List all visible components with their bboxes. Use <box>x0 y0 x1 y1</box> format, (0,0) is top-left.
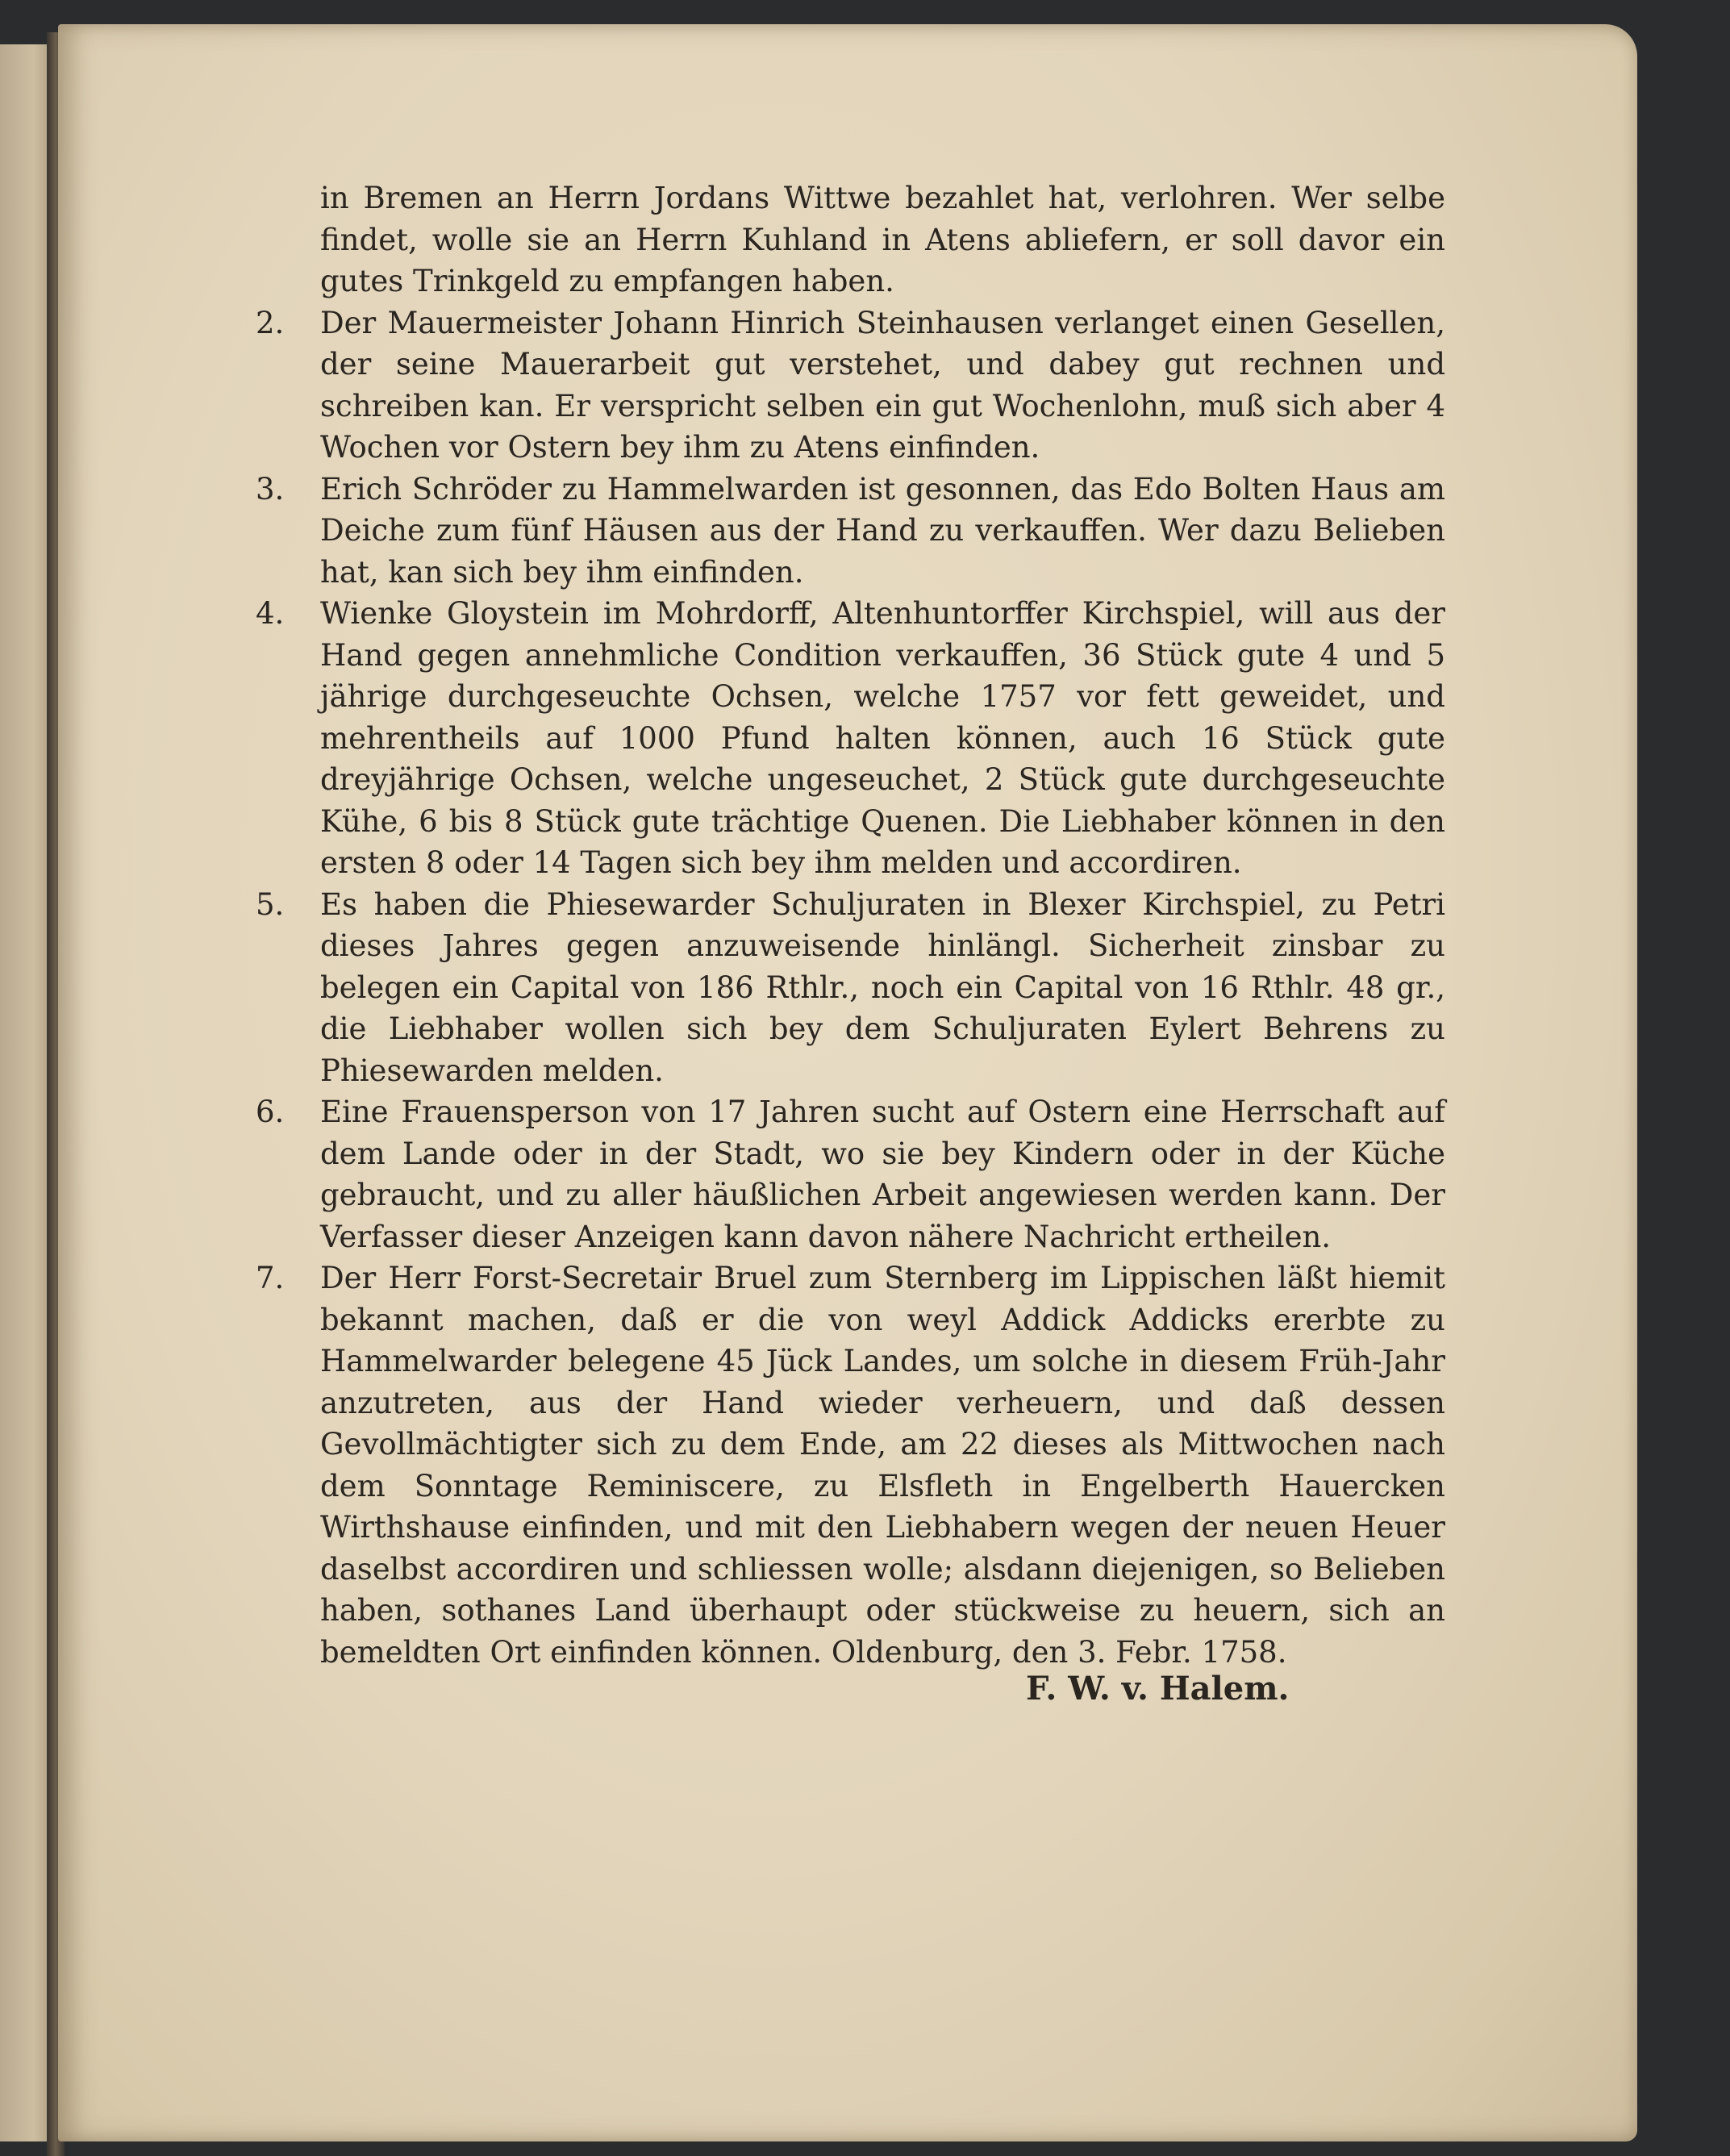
notice-number: 6. <box>256 1095 285 1129</box>
notice-text: Der Mauermeister Johann Hinrich Steinhausen verlanget einen Gesellen, der seine Mauerarbeit gut verstehet, und dabey gut rechnen und schreiben kan. Er verspricht selben ein gut Wochenlohn, muß sich aber 4 Wochen vor Ostern bey ihm zu Atens einfinden. <box>320 305 1445 465</box>
notice-number: 7. <box>256 1261 285 1295</box>
continued-notice-text: in Bremen an Herrn Jordans Wittwe bezahlet hat, verlohren. Wer selbe findet, wolle sie an Herrn Kuhland in Atens abliefern, er soll davor ein gutes Trinkgeld zu empfangen haben. <box>320 181 1445 298</box>
notice-number: 3. <box>256 471 285 507</box>
notice-3 <box>256 469 1445 594</box>
notice-text: Erich Schröder zu Hammelwarden ist gesonnen, das Edo Bolten Haus am Deiche zum fünf Häusen aus der Hand zu verkauffen. Wer dazu Belieben hat, kan sich bey ihm einfinden. <box>320 471 1445 590</box>
signature: F. W. v. Halem. <box>1026 1670 1290 1708</box>
page <box>58 24 1637 2141</box>
notice-number: 2. <box>256 305 285 340</box>
continued-notice <box>256 177 1445 302</box>
notice-text: Eine Frauensperson von 17 Jahren sucht auf Ostern eine Herrschaft auf dem Lande oder in der Stadt, wo sie bey Kindern oder in der Küche gebraucht, und zu aller häußlichen Arbeit angewiesen werden kann. Der Verfasser dieser Anzeigen kann davon nähere Nachricht ertheilen. <box>320 1095 1445 1254</box>
notice-text: Der Herr Forst-Secretair Bruel zum Sternberg im Lippischen läßt hiemit bekannt machen, daß er die von weyl Addick Addicks ererbte zu Hammelwarder belegene 45 Jück Landes, um solche in diesem Früh-Jahr anzutreten, aus der Hand wieder verheuern, und daß dessen Gevollmächtigter sich zu dem Ende, am 22 dieses als Mittwochen nach dem Sonntage Reminiscere, zu Elsfleth in Engelberth Hauercken Wirthshause einfinden, und mit den Liebhabern wegen der neuen Heuer daselbst accordiren und schliessen wolle; alsdann diejenigen, so Belieben haben, sothanes Land überhaupt oder stückweise zu heuern, sich an bemeldten Ort einfinden können. Oldenburg, den 3. Febr. 1758. <box>320 1261 1445 1670</box>
notice-4 <box>256 593 1445 884</box>
notice-7 <box>256 1257 1445 1673</box>
notice-number: 5. <box>256 886 285 922</box>
notice-number: 4. <box>256 596 285 631</box>
notice-text: Wienke Gloystein im Mohrdorff, Altenhuntorffer Kirchspiel, will aus der Hand gegen annehmliche Condition verkauffen, 36 Stück gute 4 und 5 jährige durchgeseuchte Ochsen, welche 1757 vor fett geweidet, und mehrentheils auf 1000 Pfund halten können, auch 16 Stück gute dreyjährige Ochsen, welche ungeseuchet, 2 Stück gute durchgeseuchte Kühe, 6 bis 8 Stück gute trächtige Quenen. Die Liebhaber können in den ersten 8 oder 14 Tagen sich bey ihm melden und accordiren. <box>320 596 1445 880</box>
notice-2 <box>256 302 1445 469</box>
notice-5 <box>256 884 1445 1092</box>
notices-text <box>256 177 1445 1673</box>
notice-6 <box>256 1091 1445 1257</box>
notice-text: Es haben die Phiesewarder Schuljuraten in Blexer Kirchspiel, zu Petri dieses Jahres gegen anzuweisende hinlängl. Sicherheit zinsbar zu belegen ein Capital von 186 Rthlr., noch ein Capital von 16 Rthlr. 48 gr., die Liebhaber wollen sich bey dem Schuljuraten Eylert Behrens zu Phiesewarden melden. <box>320 886 1445 1088</box>
